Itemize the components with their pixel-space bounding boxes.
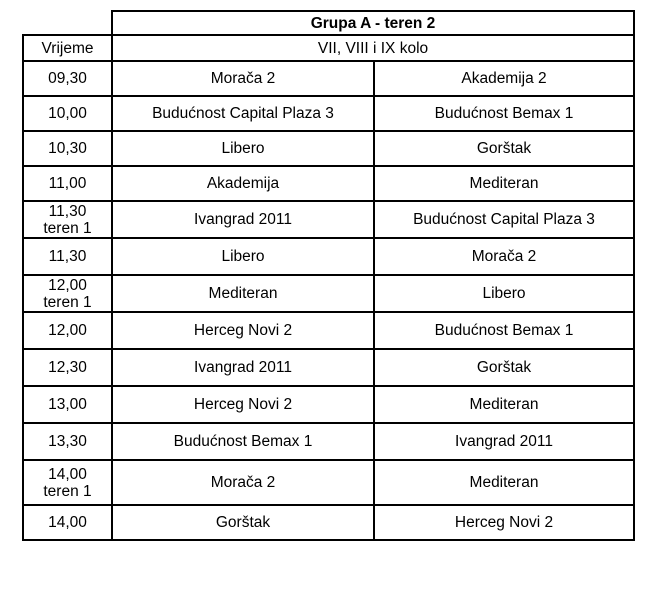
time-header: Vrijeme [23,35,112,61]
away-team: Mediteran [374,386,634,423]
match-time: 12,00 teren 1 [23,275,112,312]
match-time: 12,30 [23,349,112,386]
away-team: Akademija 2 [374,61,634,96]
home-team: Ivangrad 2011 [112,349,374,386]
away-team: Ivangrad 2011 [374,423,634,460]
match-time: 13,30 [23,423,112,460]
blank-cell [23,11,112,35]
match-row [23,61,634,96]
header-row [23,35,634,61]
home-team: Gorštak [112,505,374,540]
match-time: 13,00 [23,386,112,423]
home-team: Libero [112,238,374,275]
match-row [23,201,634,238]
home-team: Herceg Novi 2 [112,386,374,423]
away-team: Gorštak [374,131,634,166]
away-team: Budućnost Capital Plaza 3 [374,201,634,238]
match-row [23,238,634,275]
home-team: Budućnost Capital Plaza 3 [112,96,374,131]
home-team: Budućnost Bemax 1 [112,423,374,460]
away-team: Gorštak [374,349,634,386]
away-team: Herceg Novi 2 [374,505,634,540]
match-row [23,386,634,423]
away-team: Mediteran [374,166,634,201]
schedule-sheet [22,10,635,541]
match-row [23,131,634,166]
match-time: 11,00 [23,166,112,201]
away-team: Budućnost Bemax 1 [374,312,634,349]
match-row [23,460,634,505]
match-time: 14,00 [23,505,112,540]
match-time: 10,00 [23,96,112,131]
match-row [23,423,634,460]
home-team: Morača 2 [112,61,374,96]
match-time: 12,00 [23,312,112,349]
away-team: Mediteran [374,460,634,505]
away-team: Budućnost Bemax 1 [374,96,634,131]
away-team: Morača 2 [374,238,634,275]
home-team: Herceg Novi 2 [112,312,374,349]
match-row [23,505,634,540]
match-time: 11,30 [23,238,112,275]
match-row [23,312,634,349]
match-time: 09,30 [23,61,112,96]
match-time: 10,30 [23,131,112,166]
match-row [23,275,634,312]
home-team: Mediteran [112,275,374,312]
round-label: VII, VIII i IX kolo [112,35,634,61]
match-row [23,349,634,386]
home-team: Morača 2 [112,460,374,505]
away-team: Libero [374,275,634,312]
group-title: Grupa A - teren 2 [112,11,634,35]
match-row [23,166,634,201]
schedule-table [22,10,635,541]
match-row [23,96,634,131]
home-team: Akademija [112,166,374,201]
match-time: 11,30 teren 1 [23,201,112,238]
home-team: Libero [112,131,374,166]
match-time: 14,00 teren 1 [23,460,112,505]
title-row [23,11,634,35]
home-team: Ivangrad 2011 [112,201,374,238]
